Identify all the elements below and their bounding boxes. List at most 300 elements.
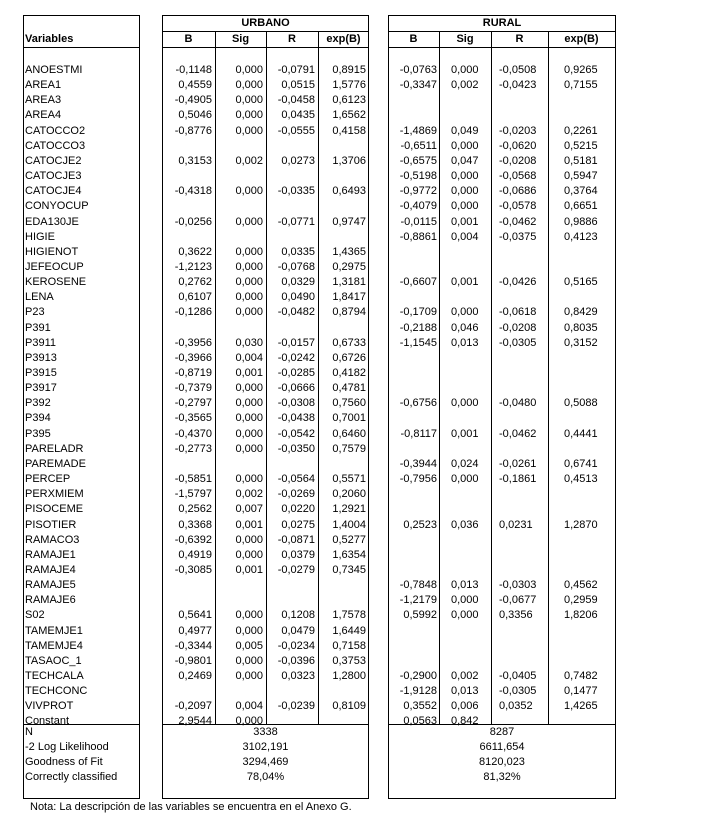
summary-urbano-value: 78,04%	[246, 771, 285, 783]
variable-name: KEROSENE	[25, 276, 87, 288]
urbano-expb-cell	[318, 593, 366, 608]
rural-expb-cell: 0,8035	[564, 322, 598, 334]
urbano-expb-cell	[318, 321, 366, 336]
urbano-sig-cell	[215, 199, 263, 214]
rural-r-cell: -0,0423	[499, 79, 537, 91]
table-row	[0, 215, 719, 230]
table-row	[0, 124, 719, 139]
rural-b-cell: -0,3944	[399, 458, 437, 470]
urbano-r-cell: -0,0438	[277, 412, 315, 424]
rural-b-cell: -0,3347	[399, 79, 437, 91]
urbano-sig-cell: 0,000	[235, 109, 263, 121]
summary-urbano-value: 3102,191	[242, 741, 289, 753]
rural-sig-cell: 0,000	[451, 609, 479, 621]
urbano-sig-cell: 0,002	[235, 155, 263, 167]
urbano-sig-cell: 0,000	[235, 246, 263, 258]
table-row	[0, 336, 719, 351]
rural-b-cell: -0,7956	[399, 473, 437, 485]
rural-expb-cell: 0,5165	[564, 276, 598, 288]
urbano-b-cell: 0,3368	[178, 519, 212, 531]
variable-name: CATOCJE3	[25, 170, 82, 182]
variable-name: PISOCEME	[25, 503, 84, 515]
urbano-col-b: B	[184, 33, 193, 45]
urbano-b-cell: -0,4318	[174, 185, 212, 197]
table-row	[0, 533, 719, 548]
urbano-sig-cell: 0,000	[235, 185, 263, 197]
table-row	[0, 411, 719, 426]
urbano-r-cell: 0,0273	[281, 155, 315, 167]
urbano-r-cell: 0,0220	[281, 503, 315, 515]
urbano-r-cell: -0,0350	[277, 443, 315, 455]
rural-sig-cell: 0,000	[451, 170, 479, 182]
rural-r-cell: -0,0305	[499, 685, 537, 697]
urbano-r-cell: -0,0666	[277, 382, 315, 394]
summary-label: Correctly classified	[25, 771, 118, 783]
urbano-expb-cell: 0,6733	[332, 337, 366, 349]
rural-expb-cell: 0,1477	[564, 685, 598, 697]
rural-sig-cell: 0,000	[451, 64, 479, 76]
rural-b-cell: -1,4869	[399, 125, 437, 137]
table-row	[0, 78, 719, 93]
rural-b-cell: -0,9772	[399, 185, 437, 197]
variable-name: HIGIE	[25, 231, 55, 243]
urbano-b-cell: -0,3085	[174, 564, 212, 576]
variable-name: P394	[25, 412, 51, 424]
urbano-r-cell: -0,0871	[277, 534, 315, 546]
table-row	[0, 321, 719, 336]
urbano-b-cell: 0,2562	[178, 503, 212, 515]
rural-sig-cell: 0,842	[451, 715, 479, 727]
table-row	[0, 260, 719, 275]
rural-r-cell: -0,0203	[499, 125, 537, 137]
rural-expb-cell: 0,9886	[564, 216, 598, 228]
variables-header: Variables	[25, 33, 74, 45]
urbano-r-cell	[266, 578, 315, 593]
urbano-col-r: R	[288, 33, 296, 45]
urbano-b-cell: 0,2469	[178, 670, 212, 682]
urbano-expb-cell: 1,6354	[332, 549, 366, 561]
rural-r-cell: 0,0352	[499, 700, 533, 712]
urbano-expb-cell: 1,6562	[332, 109, 366, 121]
urbano-b-cell: -0,2797	[174, 397, 212, 409]
rural-b-cell	[388, 260, 437, 275]
variable-name: PARELADR	[25, 443, 84, 455]
urbano-b-cell: -0,4905	[174, 94, 212, 106]
urbano-sig-cell: 0,000	[235, 625, 263, 637]
variable-name: AREA4	[25, 109, 62, 121]
urbano-b-cell: -0,2097	[174, 700, 212, 712]
summary-rural-value: 6611,654	[479, 741, 525, 753]
rural-sig-cell: 0,046	[451, 322, 479, 334]
variable-name: AREA3	[25, 94, 62, 106]
rural-b-cell	[388, 639, 437, 654]
urbano-r-cell: -0,0458	[277, 94, 315, 106]
urbano-sig-cell: 0,000	[235, 306, 263, 318]
rural-r-cell: -0,0480	[499, 397, 537, 409]
urbano-b-cell: -0,3565	[174, 412, 212, 424]
rural-expb-cell: 1,8206	[564, 609, 598, 621]
urbano-b-cell: -0,7379	[174, 382, 212, 394]
urbano-sig-cell	[215, 321, 263, 336]
urbano-expb-cell: 0,6460	[332, 428, 366, 440]
urbano-expb-cell: 0,8109	[332, 700, 366, 712]
table-row	[0, 275, 719, 290]
urbano-b-cell: 0,6107	[178, 291, 212, 303]
urbano-r-cell: -0,0335	[277, 185, 315, 197]
summary-urbano-value: 3338	[253, 726, 278, 738]
rural-r-cell: -0,0677	[499, 594, 537, 606]
urbano-expb-cell: 0,7579	[332, 443, 366, 455]
urbano-r-cell: -0,0396	[277, 655, 315, 667]
urbano-expb-cell: 1,4365	[332, 246, 366, 258]
urbano-b-cell	[162, 169, 212, 184]
variable-name: RAMAJE1	[25, 549, 76, 561]
urbano-b-cell: -0,1286	[174, 306, 212, 318]
header-rule-rural	[388, 47, 616, 48]
rural-b-cell	[388, 548, 437, 563]
variable-name: PERXMIEM	[25, 488, 84, 500]
rural-r-cell: -0,0208	[499, 322, 537, 334]
rural-sig-cell: 0,000	[451, 594, 479, 606]
urbano-r-cell: 0,1208	[281, 609, 315, 621]
rural-b-cell	[388, 411, 437, 426]
urbano-expb-cell: 0,4781	[332, 382, 366, 394]
rural-expb-cell: 0,9265	[564, 64, 598, 76]
urbano-sig-cell	[215, 684, 263, 699]
table-row	[0, 351, 719, 366]
urbano-expb-cell: 0,5571	[332, 473, 366, 485]
rural-b-cell: -0,6575	[399, 155, 437, 167]
urbano-sig-cell: 0,000	[235, 397, 263, 409]
rural-b-cell	[388, 654, 437, 669]
urbano-sig-cell: 0,000	[235, 64, 263, 76]
rural-b-cell: 0,0563	[403, 715, 437, 727]
urbano-b-cell: -0,2773	[174, 443, 212, 455]
urbano-expb-cell	[318, 199, 366, 214]
rural-b-cell	[388, 245, 437, 260]
rural-expb-cell: 0,4441	[564, 428, 598, 440]
rural-expb-cell: 1,4265	[564, 700, 598, 712]
rural-col-r: R	[515, 33, 524, 45]
rural-sig-cell: 0,024	[451, 458, 479, 470]
urbano-expb-cell: 0,4182	[332, 367, 366, 379]
rural-expb-cell: 0,6651	[564, 200, 598, 212]
urbano-expb-cell: 0,3753	[332, 655, 366, 667]
urbano-expb-cell: 1,3181	[332, 276, 366, 288]
urbano-b-cell: -0,3344	[174, 640, 212, 652]
urbano-expb-cell: 0,7158	[332, 640, 366, 652]
urbano-r-cell	[266, 199, 315, 214]
urbano-r-cell: -0,0234	[277, 640, 315, 652]
rural-b-cell	[388, 108, 437, 123]
rural-b-cell: -0,2900	[399, 670, 437, 682]
rural-sig-cell: 0,013	[451, 579, 479, 591]
urbano-r-cell: 0,0479	[281, 625, 315, 637]
urbano-sig-cell: 0,001	[235, 519, 263, 531]
rural-r-cell: -0,1861	[499, 473, 537, 485]
variable-name: TASAOC_1	[25, 655, 82, 667]
urbano-expb-cell: 0,9747	[332, 216, 366, 228]
urbano-header: URBANO	[241, 17, 290, 29]
rural-sig-cell: 0,001	[451, 276, 479, 288]
rural-r-cell: 0,3356	[499, 609, 533, 621]
urbano-sig-cell: 0,007	[235, 503, 263, 515]
urbano-expb-cell: 0,2060	[332, 488, 366, 500]
urbano-expb-cell	[318, 139, 366, 154]
urbano-sig-cell	[215, 457, 263, 472]
table-row	[0, 184, 719, 199]
rural-sig-cell: 0,000	[451, 185, 479, 197]
table-row	[0, 290, 719, 305]
urbano-expb-cell: 1,8417	[332, 291, 366, 303]
variable-name: CATOCJE2	[25, 155, 82, 167]
urbano-r-cell: 0,0329	[281, 276, 315, 288]
urbano-expb-cell: 0,7560	[332, 397, 366, 409]
urbano-r-cell: 0,0515	[281, 79, 315, 91]
rural-r-cell: -0,0618	[499, 306, 537, 318]
urbano-b-cell: -0,3956	[174, 337, 212, 349]
rural-sig-cell: 0,000	[451, 200, 479, 212]
urbano-b-cell	[162, 578, 212, 593]
urbano-expb-cell: 0,7001	[332, 412, 366, 424]
urbano-expb-cell	[318, 578, 366, 593]
urbano-expb-cell: 1,5776	[332, 79, 366, 91]
variable-name: RAMAJE5	[25, 579, 76, 591]
urbano-sig-cell: 0,000	[235, 549, 263, 561]
rural-sig-cell: 0,002	[451, 670, 479, 682]
rural-b-cell: -0,8861	[399, 231, 437, 243]
variable-name: P23	[25, 306, 45, 318]
urbano-r-cell: -0,0239	[277, 700, 315, 712]
table-row	[0, 654, 719, 669]
urbano-r-cell	[266, 457, 315, 472]
rural-expb-cell: 1,2870	[564, 519, 598, 531]
variable-name: P392	[25, 397, 51, 409]
summary-rural-value: 81,32%	[483, 771, 521, 783]
table-row	[0, 487, 719, 502]
variable-name: TECHCONC	[25, 685, 88, 697]
summary-rural-value: 8120,023	[479, 756, 525, 768]
variable-name: CATOCCO3	[25, 140, 86, 152]
rural-expb-cell: 0,5947	[564, 170, 598, 182]
urbano-sig-cell: 0,000	[235, 534, 263, 546]
urbano-b-cell: -0,0256	[174, 216, 212, 228]
rural-b-cell: -0,6607	[399, 276, 437, 288]
table-row	[0, 669, 719, 684]
urbano-expb-cell	[318, 457, 366, 472]
variable-name: HIGIENOT	[25, 246, 79, 258]
rural-r-cell: -0,0568	[499, 170, 537, 182]
urbano-r-cell: -0,0308	[277, 397, 315, 409]
urbano-r-cell	[266, 169, 315, 184]
urbano-r-cell: 0,0490	[281, 291, 315, 303]
table-row	[0, 548, 719, 563]
variable-name: CONYOCUP	[25, 200, 89, 212]
urbano-sig-cell: 0,005	[235, 640, 263, 652]
variable-name: TAMEMJE1	[25, 625, 83, 637]
rural-sig-cell: 0,000	[451, 306, 479, 318]
urbano-expb-cell	[318, 684, 366, 699]
rural-r-cell: -0,0462	[499, 428, 537, 440]
urbano-r-cell: 0,0323	[281, 670, 315, 682]
summary-label: Goodness of Fit	[25, 756, 103, 768]
table-row	[0, 502, 719, 517]
urbano-r-cell: -0,0555	[277, 125, 315, 137]
urbano-col-expb: exp(B)	[326, 33, 361, 45]
urbano-r-cell	[266, 321, 315, 336]
variable-name: TAMEMJE4	[25, 640, 83, 652]
table-row	[0, 396, 719, 411]
urbano-b-cell: 2,9544	[178, 715, 212, 727]
rural-col-expb: exp(B)	[564, 33, 599, 45]
rural-expb-cell: 0,4513	[564, 473, 598, 485]
urbano-r-cell: 0,0275	[281, 519, 315, 531]
variable-name: P391	[25, 322, 51, 334]
urbano-b-cell: 0,3153	[178, 155, 212, 167]
urbano-b-cell: -0,3966	[174, 352, 212, 364]
variable-name: LENA	[25, 291, 54, 303]
rural-b-cell	[388, 533, 437, 548]
rural-sig-cell: 0,013	[451, 337, 479, 349]
rural-b-cell: -0,2188	[399, 322, 437, 334]
table-row	[0, 245, 719, 260]
rural-expb-cell: 0,5181	[564, 155, 598, 167]
table-row	[0, 624, 719, 639]
variable-name: CATOCCO2	[25, 125, 86, 137]
variable-name: S02	[25, 609, 45, 621]
urbano-r-cell: -0,0242	[277, 352, 315, 364]
urbano-b-cell	[162, 230, 212, 245]
rural-r-cell: -0,0261	[499, 458, 537, 470]
rural-sig-cell: 0,002	[451, 79, 479, 91]
urbano-sig-cell: 0,000	[235, 670, 263, 682]
rural-r-cell: -0,0303	[499, 579, 537, 591]
urbano-r-cell: -0,0791	[277, 64, 315, 76]
rural-expb-cell: 0,8429	[564, 306, 598, 318]
rural-b-cell: -1,9128	[399, 685, 437, 697]
rural-b-cell: -0,0763	[399, 64, 437, 76]
urbano-expb-cell	[318, 169, 366, 184]
table-row	[0, 472, 719, 487]
urbano-b-cell: -1,5797	[174, 488, 212, 500]
table-row	[0, 578, 719, 593]
rural-expb-cell: 0,7155	[564, 79, 598, 91]
urbano-b-cell: -0,4370	[174, 428, 212, 440]
urbano-r-cell: -0,0285	[277, 367, 315, 379]
urbano-sig-cell: 0,004	[235, 700, 263, 712]
rural-b-cell	[388, 366, 437, 381]
table-row	[0, 608, 719, 623]
urbano-r-cell	[266, 230, 315, 245]
rural-r-cell: -0,0620	[499, 140, 537, 152]
urbano-r-cell: -0,0279	[277, 564, 315, 576]
urbano-sig-cell: 0,000	[235, 79, 263, 91]
variable-name: ANOESTMI	[25, 64, 83, 76]
urbano-sig-cell: 0,001	[235, 367, 263, 379]
urbano-col-sig: Sig	[231, 33, 250, 45]
urbano-r-cell	[266, 139, 315, 154]
variable-name: RAMAJE4	[25, 564, 76, 576]
rural-expb-cell: 0,2959	[564, 594, 598, 606]
rural-b-cell: 0,3552	[403, 700, 437, 712]
rural-b-cell: -0,0115	[400, 216, 437, 228]
rural-b-cell	[388, 563, 437, 578]
table-row	[0, 169, 719, 184]
urbano-b-cell: -0,9801	[174, 655, 212, 667]
urbano-expb-cell: 1,3706	[332, 155, 366, 167]
rural-expb-cell: 0,3764	[564, 185, 598, 197]
urbano-r-cell: -0,0542	[277, 428, 315, 440]
urbano-expb-cell: 1,2800	[332, 670, 366, 682]
table-row	[0, 427, 719, 442]
urbano-b-cell	[162, 321, 212, 336]
variable-name: P3913	[25, 352, 57, 364]
rural-b-cell	[388, 487, 437, 502]
rural-b-cell: -0,5198	[399, 170, 437, 182]
rural-sig-cell: 0,006	[451, 700, 479, 712]
header-rule-variables	[23, 47, 140, 48]
urbano-expb-cell: 0,2975	[332, 261, 366, 273]
urbano-b-cell: -0,5851	[174, 473, 212, 485]
table-row	[0, 108, 719, 123]
table-row	[0, 518, 719, 533]
rural-sig-cell: 0,001	[451, 428, 479, 440]
urbano-sig-cell: 0,000	[235, 261, 263, 273]
rural-sig-cell: 0,001	[451, 216, 479, 228]
urbano-r-cell	[266, 593, 315, 608]
urbano-r-cell	[266, 684, 315, 699]
variable-name: Constant	[25, 715, 70, 727]
rural-expb-cell: 0,5215	[564, 140, 598, 152]
urbano-sig-cell	[215, 578, 263, 593]
urbano-sig-cell: 0,000	[235, 473, 263, 485]
urbano-r-cell: -0,0482	[277, 306, 315, 318]
rural-sig-cell: 0,047	[451, 155, 479, 167]
table-row	[0, 63, 719, 78]
table-row	[0, 139, 719, 154]
variable-name: PERCEP	[25, 473, 71, 485]
footnote: Nota: La descripción de las variables se encuentra en el Anexo G.	[30, 801, 352, 813]
table-row	[0, 563, 719, 578]
rural-expb-cell: 0,4562	[564, 579, 598, 591]
urbano-sig-cell	[215, 230, 263, 245]
rural-r-cell: -0,0426	[499, 276, 537, 288]
rural-expb-cell: 0,3152	[564, 337, 598, 349]
variable-name: CATOCJE4	[25, 185, 82, 197]
urbano-sig-cell: 0,001	[235, 564, 263, 576]
rural-b-cell: -0,8117	[400, 428, 437, 440]
variable-name: EDA130JE	[25, 216, 79, 228]
variable-name: RAMAJE6	[25, 594, 76, 606]
table-row	[0, 457, 719, 472]
table-row	[0, 639, 719, 654]
rural-b-cell: -1,1545	[399, 337, 437, 349]
rural-expb-cell: 0,2261	[564, 125, 598, 137]
urbano-sig-cell: 0,000	[235, 428, 263, 440]
table-row	[0, 230, 719, 245]
variable-name: JEFEOCUP	[25, 261, 84, 273]
urbano-b-cell: 0,2762	[178, 276, 212, 288]
variable-name: P3911	[25, 337, 56, 349]
summary-rural-value: 8287	[489, 726, 515, 738]
rural-r-cell: -0,0305	[499, 337, 537, 349]
rural-r-cell: -0,0508	[499, 64, 537, 76]
rural-sig-cell: 0,049	[451, 125, 479, 137]
rural-r-cell: -0,0405	[499, 670, 537, 682]
urbano-r-cell: -0,0269	[277, 488, 315, 500]
urbano-sig-cell: 0,000	[235, 412, 263, 424]
urbano-b-cell: -0,1148	[175, 64, 212, 76]
